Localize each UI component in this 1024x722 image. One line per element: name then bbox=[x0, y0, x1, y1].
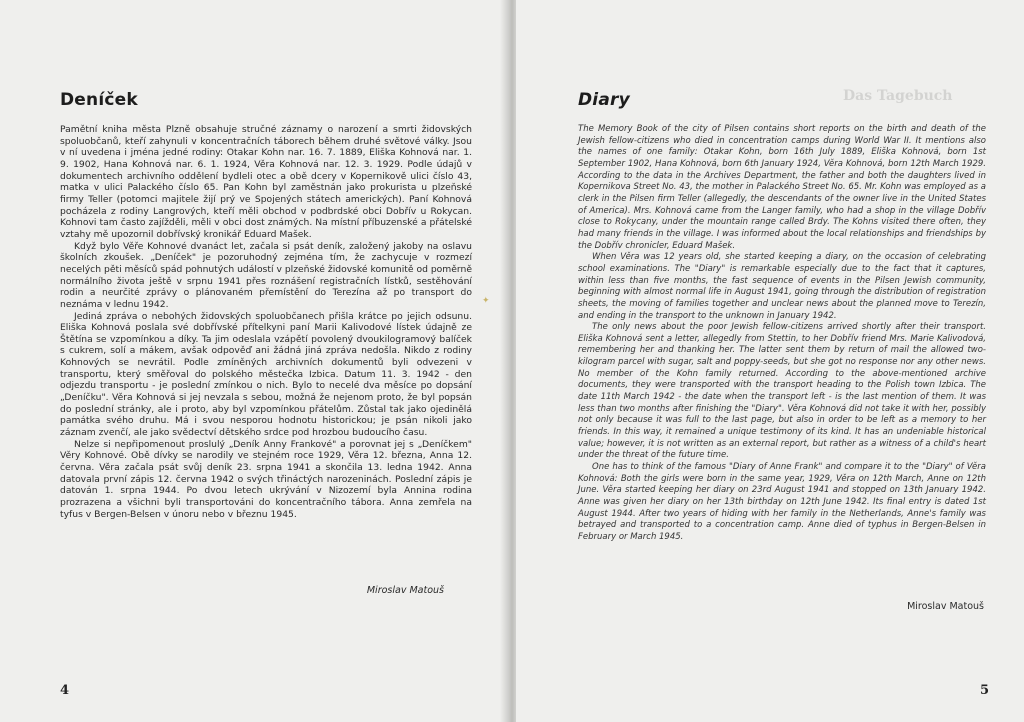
czech-paragraph-2: Když bylo Věře Kohnové dvanáct let, začala si psát deník, založený jakoby na oslavu školních zkoušek. „Deníček" je pozoruhodný zejména tím, že zachycuje v rozmezí necelých pěti měsíců spád pohnutých událostí v plzeňské židovské komunitě od poměrně normálního života ještě v srpnu 1941 přes roznášení registračních lístků, sestěhování rodin a neurčité zprávy o plánovaném přemístění do Terezína až po transport do neznáma v lednu 1942. bbox=[60, 240, 472, 310]
english-paragraph-4: One has to think of the famous "Diary of Anne Frank" and compare it to the "Diary" of Věra Kohnová: Both the girls were born in the same year, 1929, Věra on 12th March, Anne on 12th June. Věra started keeping her diary on 23rd August 1941 and stopped on 13th January 1942. Anne was given her diary on her 13th birthday on 12th June 1942. Its final entry is dated 1st August 1944. After two years of hiding with her family in the Netherlands, Anne's family was betrayed and transported to a concentration camp. Anne died of typhus in Bergen-Belsen in February or March 1945. bbox=[578, 462, 986, 542]
page-title-english: Diary bbox=[578, 90, 630, 110]
english-article-body bbox=[578, 124, 986, 544]
page-number-right: 5 bbox=[980, 683, 990, 698]
english-paragraph-3: The only news about the poor Jewish fellow-citizens arrived shortly after their transport. Eliška Kohnová sent a letter, allegedly from Stettin, to her Dobřív friend Mrs. Marie Kalivodová, remembering her and thanking her. The latter sent them by return of mail the allowed two-kilogram parcel with sugar, salt and poppy-seeds, but she got no response nor any other news. No member of the Kohn family returned. According to the above-mentioned archive documents, they were transported with the transport heading to the Polish town Izbica. The date 11th March 1942 - the date when the transport left - is the last mention of them. It was less than two months after finishing the "Diary". Věra Kohnová did not take it with her, possibly not only because it was full to the last page, but also in order to be left as a memory to her friends. In this way, it remained a unique testimony of its kind. It has an undeniable historical value; however, it is not written as an external report, but rather as a witness of a child's heart under the threat of the future time. bbox=[578, 322, 986, 461]
czech-paragraph-1: Pamětní kniha města Plzně obsahuje stručné záznamy o narození a smrti židovských spoluobčanů, kteří zahynuli v koncentračních táborech během druhé světové války. Jsou v ní uvedena i jména jedné rodiny: Otakar Kohn nar. 16. 7. 1889, Eliška Kohnová nar. 1. 9. 1902, Hana Kohnová nar. 6. 1. 1924, Věra Kohnová nar. 12. 3. 1929. Podle údajů v dokumentech archivního oddělení bydleli otec a obě dcery v Kopernikově ulici číslo 43, matka v ulici Palackého číslo 65. Pan Kohn byl zaměstnán jako prokurista u plzeňské firmy Teller (potomci majitele žijí prý ve Spojených státech amerických). Paní Kohnová pocházela z rodiny Langrových, kteří měli obchod v podbrdské obci Dobřív u Rokycan. Kohnovi tam často zajížděli, měli v obci dost známých. Na místní příbuzenské a přátelské vztahy mě upozornil dobřívský kronikář Eduard Mašek. bbox=[60, 124, 472, 240]
english-paragraph-1: The Memory Book of the city of Pilsen contains short reports on the birth and death of the Jewish fellow-citizens who died in concentration camps during World War II. It mentions also the names of one family: Otakar Kohn, born 16th July 1889, Eliška Kohnová, born 1st September 1902, Hana Kohnová, born 6th January 1924, Věra Kohnová, born 12th March 1929. According to the data in the Archives Department, the father and both the daughters lived in Kopernikova Street No. 43, the mother in Palackého Street No. 65. Mr. Kohn was employed as a clerk in the Pilsen firm Teller (allegedly, the descendants of the owner live in the United States of America). Mrs. Kohnová came from the Langer family, who had a shop in the village Dobřív close to Rokycany, under the mountain range called Brdy. The Kohns visited there often, they had many friends in the village. I was informed about the local relationships and friendships by the Dobřív chronicler, Eduard Mašek. bbox=[578, 124, 986, 251]
english-paragraph-2: When Věra was 12 years old, she started keeping a diary, on the occasion of celebrating school examinations. The "Diary" is remarkable especially due to the fact that it captures, within less than five months, the fast sequence of events in the Pilsen Jewish community, beginning with almost normal life in August 1941, going through the distribution of registration sheets, the moving of families together and unclear news about the planned move to Terezín, and ending in the transport to the unknown in January 1942. bbox=[578, 252, 986, 321]
page-title-czech: Deníček bbox=[60, 90, 138, 110]
bleed-through-title: Das Tagebuch bbox=[843, 88, 953, 104]
czech-author-signature: Miroslav Matouš bbox=[366, 585, 444, 596]
page-number-left: 4 bbox=[60, 683, 70, 698]
czech-article-body bbox=[60, 124, 472, 520]
right-page bbox=[516, 0, 1024, 722]
czech-paragraph-3: Jediná zpráva o nebohých židovských spoluobčanech přišla krátce po jejich odsunu. Eliška Kohnová poslala své dobřívské přítelkyni paní Marii Kalivodové lístek údajně ze Štětína se vzpomínkou a díky. Ta jim odeslala vzápětí povolený dvoukilogramový balíček s cukrem, solí a mákem, avšak odpověď ani žádná jiná zpráva nedošla. Nikdo z rodiny Kohnových se nevrátil. Podle zmíněných archivních dokumentů byli odvezeni v transportu, který směřoval do polského městečka Izbica. Datum 11. 3. 1942 - den odjezdu transportu - je poslední zmínkou o nich. Bylo to necelé dva měsíce po dopsání „Deníčku". Věra Kohnová si jej nevzala s sebou, možná že nejenom proto, že byl popsán do poslední stránky, ale i proto, aby byl vzpomínkou přátelům. Zůstal tak jako ojedinělá památka svého druhu. Má i svou nesporou hodnotu historickou; je psán nikoli jako záznam zvenčí, ale jako svědectví dětského srdce pod hrozbou budoucího času. bbox=[60, 310, 472, 439]
czech-paragraph-4: Nelze si nepřipomenout proslulý „Deník Anny Frankové" a porovnat jej s „Deníčkem" Věry Kohnové. Obě dívky se narodily ve stejném roce 1929, Věra 12. března, Anna 12. června. Věra začala psát svůj deník 23. srpna 1941 a skončila 13. ledna 1942. Anna datovala první zápis 12. června 1942 o svých třináctých narozeninách. Poslední zápis je datován 1. srpna 1944. Po dvou letech ukrývání v Nizozemí byla Annina rodina prozrazena a všichni byli transportováni do koncentračního tábora. Anna zemřela na tyfus v Bergen-Belsen v únoru nebo v březnu 1945. bbox=[60, 438, 472, 520]
left-page bbox=[0, 0, 508, 722]
english-author-signature: Miroslav Matouš bbox=[907, 601, 984, 612]
paper-mark-icon: ✦ bbox=[482, 296, 490, 306]
